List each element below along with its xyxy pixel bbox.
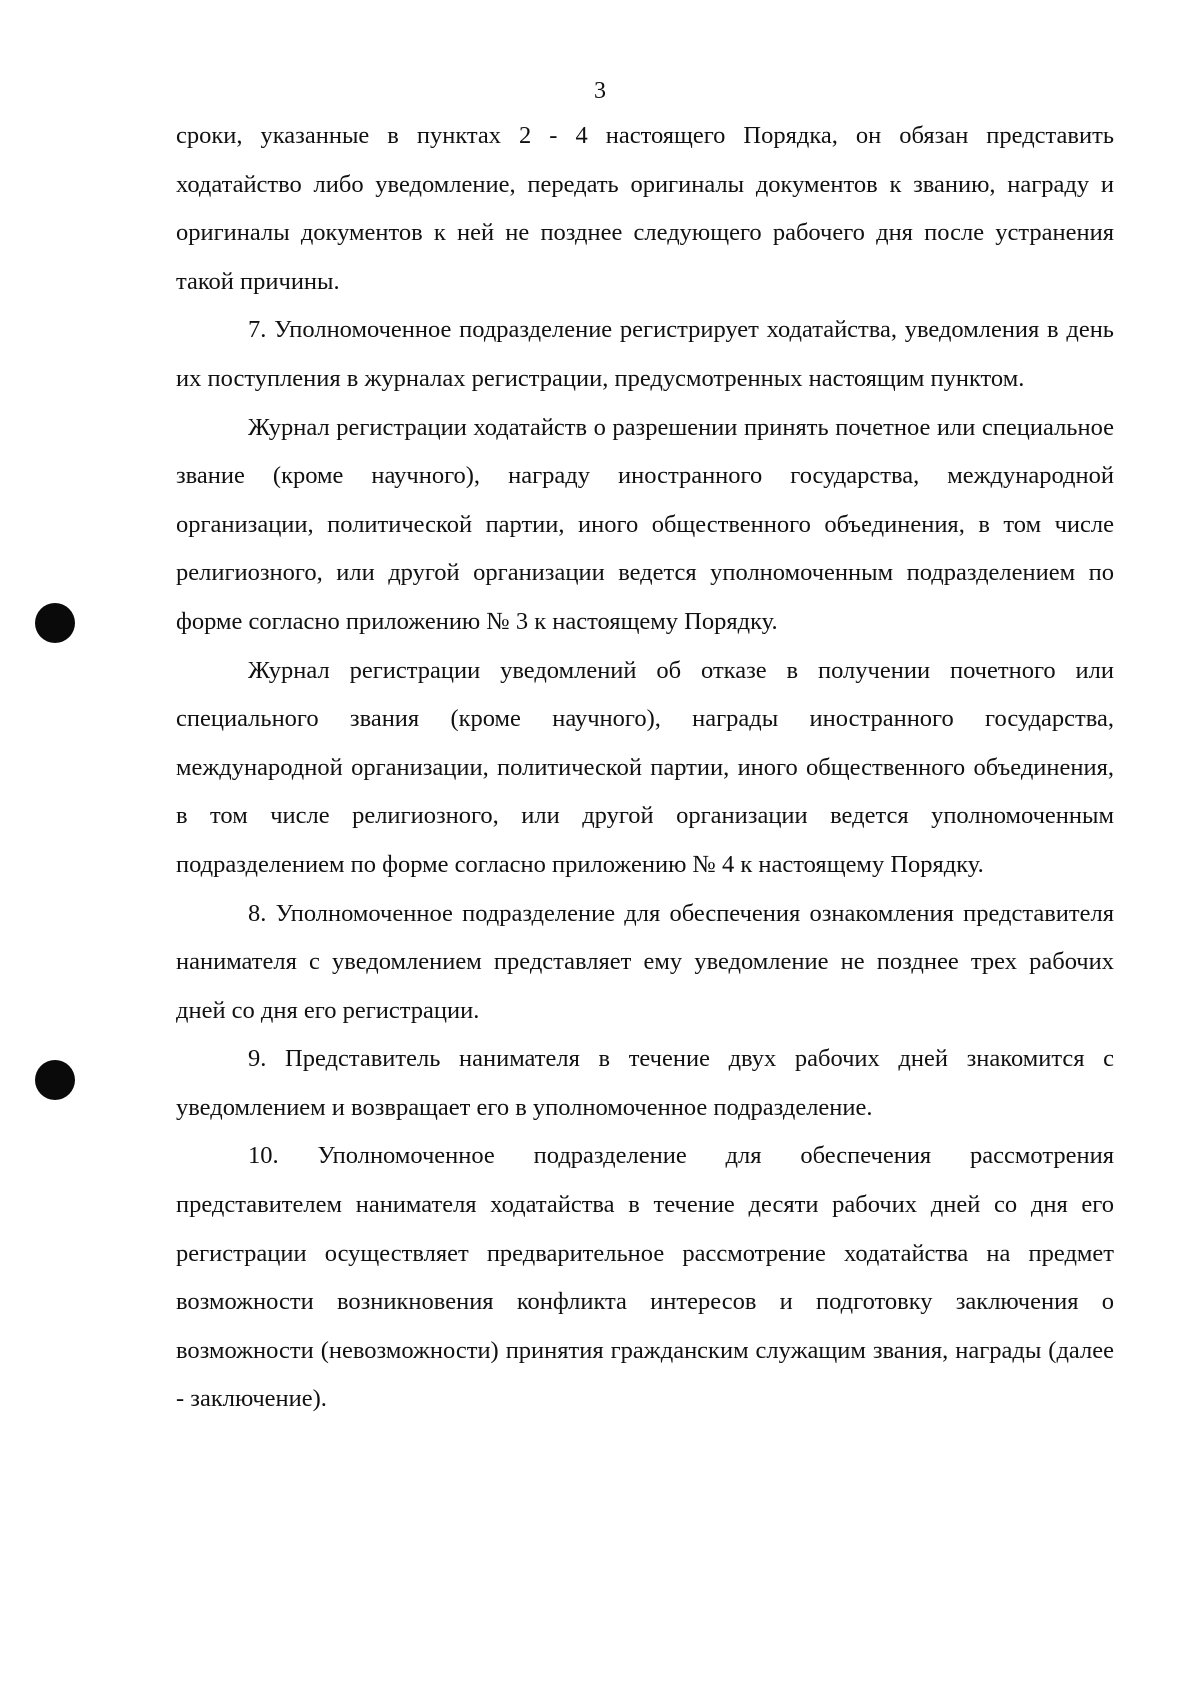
paragraph-continuation: сроки, указанные в пунктах 2 - 4 настоящего Порядка, он обязан представить ходатайство либо уведомление, передать оригиналы документов к званию, награду и оригиналы документов к ней не позднее следующего рабочего дня после устранения такой причины. (176, 122, 1114, 295)
paragraph-item-10: 10. Уполномоченное подразделение для обеспечения рассмотрения представителем нанимателя ходатайства в течение десяти рабочих дней со дня его регистрации осуществляет предварительное рассмотрение ходатайства на предмет возможности возникновения конфликта интересов и подготовку заключения о возможности (невозможности) принятия гражданским служащим звания, награды (далее - заключение). (176, 1142, 1114, 1413)
paragraph-journal-petitions: Журнал регистрации ходатайств о разрешении принять почетное или специальное звание (кроме научного), награду иностранного государства, международной организации, политической партии, иного общественного объединения, в том числе религиозного, или другой организации ведется уполномоченным подразделением по форме согласно приложению № 3 к настоящему Порядку. (176, 413, 1114, 635)
page-number: 3 (594, 78, 606, 104)
paragraph-item-7: 7. Уполномоченное подразделение регистрирует ходатайства, уведомления в день их поступления в журналах регистрации, предусмотренных настоящим пунктом. (176, 316, 1114, 392)
document-body (176, 112, 1114, 1424)
paragraph-item-9: 9. Представитель нанимателя в течение двух рабочих дней знакомится с уведомлением и возвращает его в уполномоченное подразделение. (176, 1045, 1114, 1121)
punch-hole-top (35, 603, 75, 643)
paragraph-item-8: 8. Уполномоченное подразделение для обеспечения ознакомления представителя нанимателя с уведомлением представляет ему уведомление не позднее трех рабочих дней со дня его регистрации. (176, 899, 1114, 1024)
punch-hole-bottom (35, 1060, 75, 1100)
paragraph-journal-notifications: Журнал регистрации уведомлений об отказе в получении почетного или специального звания (кроме научного), награды иностранного государства, международной организации, политической партии, иного общественного объединения, в том числе религиозного, или другой организации ведется уполномоченным подразделением по форме согласно приложению № 4 к настоящему Порядку. (176, 656, 1114, 878)
